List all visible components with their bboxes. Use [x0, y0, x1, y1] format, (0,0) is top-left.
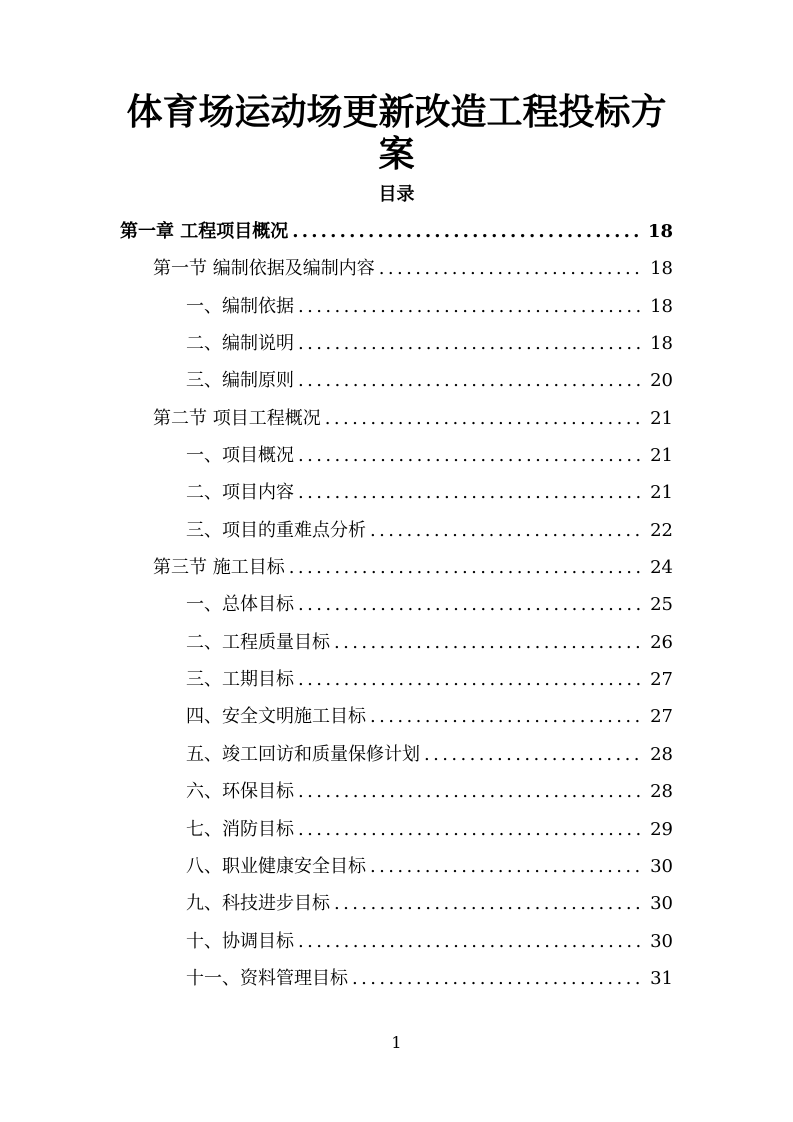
toc-entry-page: 30: [650, 855, 673, 877]
toc-entry[interactable]: [120, 777, 673, 814]
toc-entry-label: 第三节 施工目标: [153, 557, 285, 579]
toc-dot-leader: [424, 740, 644, 770]
page-number: 1: [391, 1033, 402, 1052]
toc-entry-label: 十一、资料管理目标: [186, 967, 348, 989]
document-title-line-1: 体育场运动场更新改造工程投标方: [126, 92, 667, 133]
toc-entry-label: 三、编制原则: [186, 370, 294, 392]
toc-entry-page: 21: [650, 407, 673, 429]
toc-dot-leader: [379, 254, 644, 284]
toc-heading: 目录: [378, 184, 415, 205]
document-title-line-2: 案: [378, 134, 415, 175]
toc-entry[interactable]: [120, 927, 673, 964]
toc-entry-page: 31: [650, 967, 673, 989]
toc-dot-leader: [298, 777, 644, 807]
toc-entry-label: 十、协调目标: [186, 930, 294, 952]
toc-dot-leader: [298, 366, 644, 396]
toc-entry[interactable]: [120, 478, 673, 515]
toc-dot-leader: [292, 217, 642, 247]
toc-entry[interactable]: [120, 404, 673, 441]
toc-entry-page: 27: [650, 669, 673, 691]
toc-entry-page: 25: [650, 594, 673, 616]
toc-dot-leader: [370, 702, 644, 732]
toc-entry-page: 26: [650, 631, 673, 653]
toc-entry[interactable]: [120, 254, 673, 291]
toc-dot-leader: [298, 329, 644, 359]
toc-entry-page: 21: [650, 482, 673, 504]
toc-dot-leader: [298, 478, 644, 508]
toc-entry-page: 21: [650, 445, 673, 467]
toc-entry-page: 18: [650, 258, 673, 280]
toc-entry-label: 一、编制依据: [186, 295, 294, 317]
toc-entry[interactable]: [120, 964, 673, 1001]
toc-entry[interactable]: [120, 329, 673, 366]
toc-entry-page: 24: [650, 557, 673, 579]
toc-entry[interactable]: [120, 852, 673, 889]
toc-entry-page: 30: [650, 893, 673, 915]
toc-entry[interactable]: [120, 441, 673, 478]
toc-entry[interactable]: [120, 516, 673, 553]
toc-entry-page: 22: [650, 519, 673, 541]
toc-dot-leader: [298, 665, 644, 695]
toc-dot-leader: [298, 815, 644, 845]
toc-entry[interactable]: [120, 217, 673, 254]
toc-entry[interactable]: [120, 702, 673, 739]
toc-entry[interactable]: [120, 815, 673, 852]
toc-entry-page: 30: [650, 930, 673, 952]
document-title: [120, 92, 673, 176]
toc-entry[interactable]: [120, 553, 673, 590]
toc-dot-leader: [298, 590, 644, 620]
toc-entry-label: 二、工程质量目标: [186, 631, 330, 653]
toc-dot-leader: [298, 927, 644, 957]
toc-dot-leader: [289, 553, 644, 583]
toc-entry-page: 27: [650, 706, 673, 728]
toc-entry-label: 三、工期目标: [186, 669, 294, 691]
toc-entry-label: 一、总体目标: [186, 594, 294, 616]
toc-entry-label: 二、编制说明: [186, 333, 294, 355]
toc-entry-label: 八、职业健康安全目标: [186, 855, 366, 877]
toc-entry-label: 一、项目概况: [186, 445, 294, 467]
toc-entry-label: 第一章 工程项目概况: [120, 221, 289, 242]
toc-entry[interactable]: [120, 366, 673, 403]
toc-entry-label: 第一节 编制依据及编制内容: [153, 258, 375, 280]
toc-entry[interactable]: [120, 292, 673, 329]
table-of-contents: [120, 217, 673, 1001]
toc-dot-leader: [370, 852, 644, 882]
toc-entry-page: 28: [650, 743, 673, 765]
toc-dot-leader: [334, 889, 644, 919]
toc-dot-leader: [298, 292, 644, 322]
toc-entry[interactable]: [120, 628, 673, 665]
toc-entry-page: 18: [650, 333, 673, 355]
toc-entry[interactable]: [120, 889, 673, 926]
toc-dot-leader: [325, 404, 644, 434]
toc-entry-label: 九、科技进步目标: [186, 893, 330, 915]
toc-entry-page: 18: [650, 295, 673, 317]
toc-dot-leader: [334, 628, 644, 658]
toc-entry-page: 29: [650, 818, 673, 840]
toc-entry-label: 第二节 项目工程概况: [153, 407, 321, 429]
toc-dot-leader: [298, 441, 644, 471]
toc-dot-leader: [370, 516, 644, 546]
toc-dot-leader: [352, 964, 644, 994]
toc-entry-label: 四、安全文明施工目标: [186, 706, 366, 728]
toc-entry-label: 七、消防目标: [186, 818, 294, 840]
toc-entry[interactable]: [120, 740, 673, 777]
toc-entry-page: 20: [650, 370, 673, 392]
toc-entry-label: 三、项目的重难点分析: [186, 519, 366, 541]
toc-entry-label: 二、项目内容: [186, 482, 294, 504]
toc-entry-label: 五、竣工回访和质量保修计划: [186, 743, 420, 765]
toc-entry[interactable]: [120, 665, 673, 702]
toc-entry-label: 六、环保目标: [186, 781, 294, 803]
toc-entry-page: 28: [650, 781, 673, 803]
toc-entry-page: 18: [647, 221, 673, 242]
toc-entry[interactable]: [120, 590, 673, 627]
